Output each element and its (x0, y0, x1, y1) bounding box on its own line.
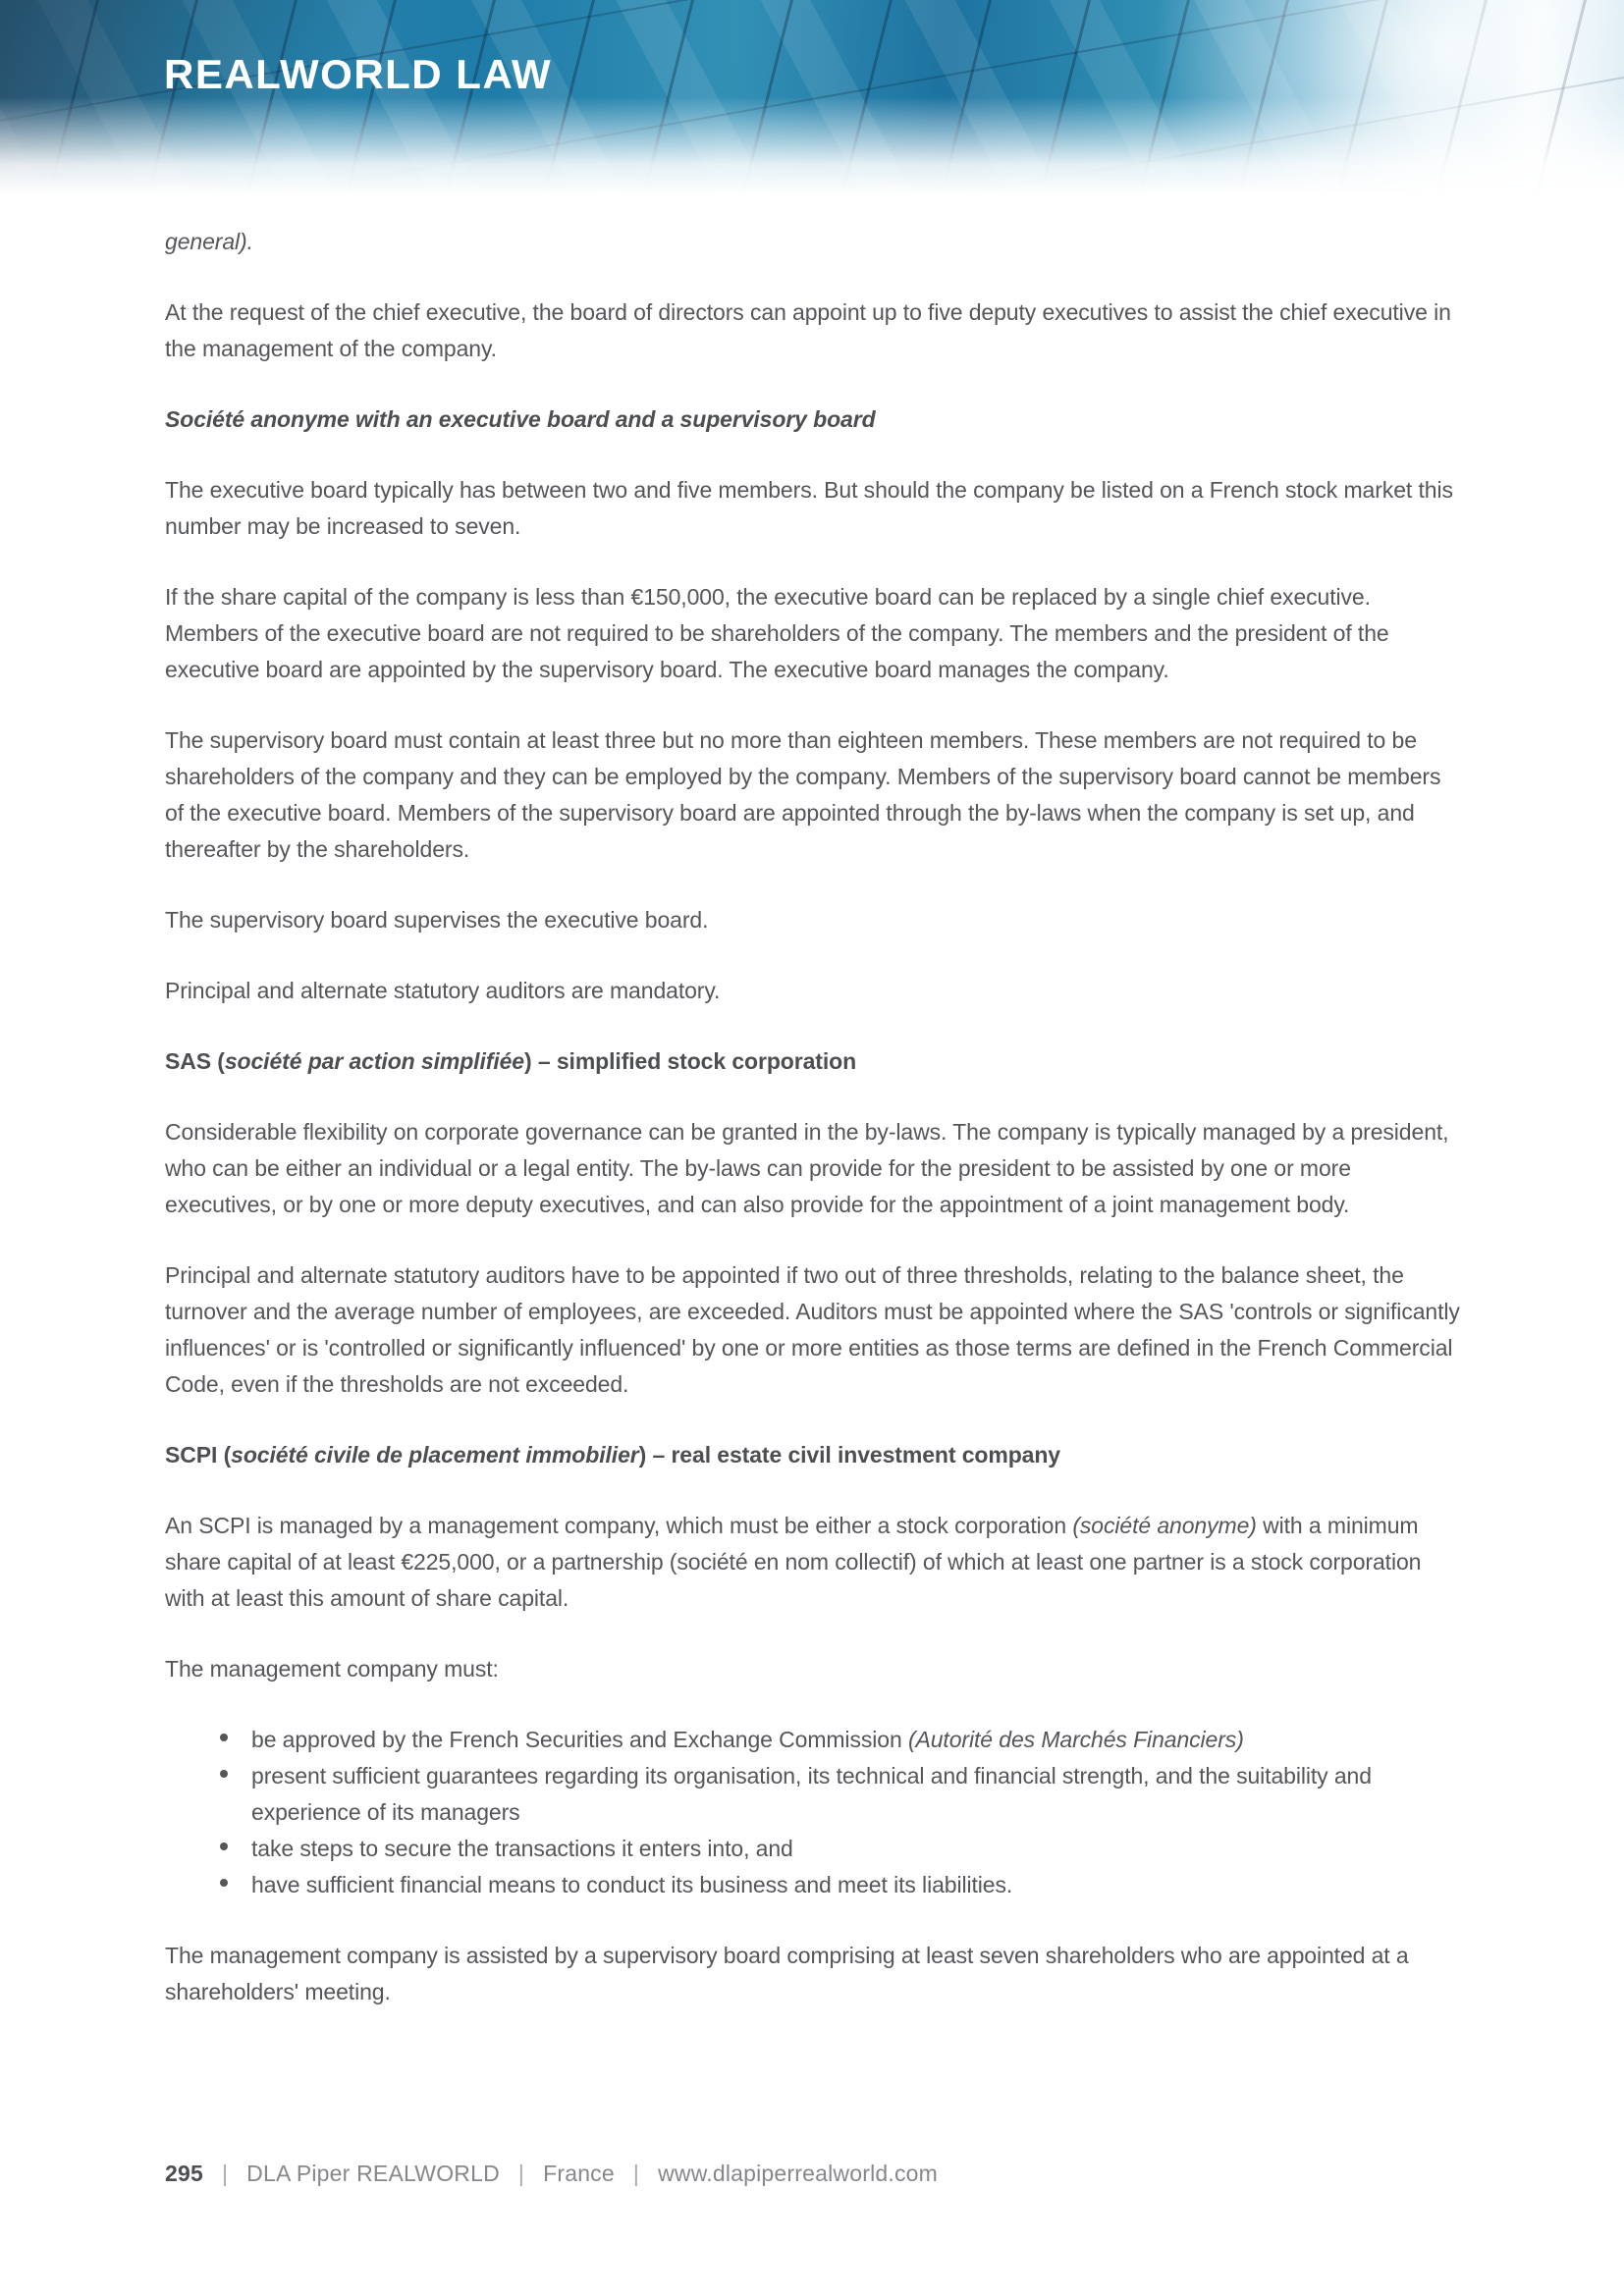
footer (165, 2161, 938, 2187)
paragraph-scpi-managed-post: with a minimum share capital of at least €225,000, or a partnership (société en nom collectif) of which at least one partner is a stock corporation with at least this amount of share capital. (165, 1513, 1422, 1611)
heading-societe-anonyme-boards: Société anonyme with an executive board and a supervisory board (165, 406, 876, 432)
heading-sas (165, 1043, 1465, 1080)
footer-separator: | (221, 2161, 229, 2186)
paragraph-supervises: The supervisory board supervises the executive board. (165, 907, 709, 933)
paragraph-scpi-managed-italic: (société anonyme) (1072, 1513, 1257, 1538)
paragraph-supervisory-board: The supervisory board must contain at least three but no more than eighteen members. These members are not required to be shareholders of the company and they can be employed by the company. Members of the supervisory board cannot be members of the executive board. Members of the supervisory board are appointed through the by-laws when the company is set up, and thereafter by the shareholders. (165, 727, 1441, 862)
heading-sas-french: société par action simplifiée (224, 1048, 524, 1074)
paragraph-sas-flexibility: Considerable flexibility on corporate governance can be granted in the by-laws. The company is typically managed by a president, who can be either an individual or a legal entity. The by-laws can provide for the president to be assisted by one or more executives, or by one or more deputy executives, and can also provide for the appointment of a joint management body. (165, 1119, 1449, 1217)
paragraph-sas-auditors: Principal and alternate statutory auditors have to be appointed if two out of three thresholds, relating to the balance sheet, the turnover and the average number of employees, are exceeded. Auditors must be appointed where the SAS 'controls or significantly influences' or is 'controlled or significantly influenced' by one or more entities as those terms are defined in the French Commercial Code, even if the thresholds are not exceeded. (165, 1262, 1460, 1397)
paragraph-deputy-executives: At the request of the chief executive, the board of directors can appoint up to five deputy executives to assist the chief executive in the management of the company. (165, 299, 1451, 361)
list-item-approved-amf-text: be approved by the French Securities and Exchange Commission (251, 1727, 908, 1752)
paragraph-scpi-managed-pre: An SCPI is managed by a management company, which must be either a stock corporation (165, 1513, 1073, 1538)
heading-sas-pre: SAS ( (165, 1048, 225, 1074)
list-item-financial-means (165, 1867, 1465, 1903)
footer-brand: DLA Piper REALWORLD (246, 2161, 500, 2186)
heading-scpi-french: société civile de placement immobilier (231, 1442, 639, 1468)
paragraph-management-assisted: The management company is assisted by a supervisory board comprising at least seven shareholders who are appointed at a shareholders' meeting. (165, 1943, 1409, 2004)
heading-scpi (165, 1437, 1465, 1473)
footer-country: France (543, 2161, 615, 2186)
document-body (165, 224, 1465, 2045)
header-banner-glass-building (0, 0, 1624, 201)
paragraph-executive-board-size: The executive board typically has between two and five members. But should the company be listed on a French stock market this number may be increased to seven. (165, 477, 1453, 539)
list-item-financial-means-text: have sufficient financial means to conduct its business and meet its liabilities. (251, 1872, 1013, 1897)
footer-separator: | (517, 2161, 525, 2186)
list-item-guarantees (165, 1758, 1465, 1831)
heading-scpi-pre: SCPI ( (165, 1442, 232, 1468)
heading-sas-post: ) – simplified stock corporation (524, 1048, 857, 1074)
paragraph-auditors-mandatory: Principal and alternate statutory auditors are mandatory. (165, 978, 721, 1003)
paragraph-intro-fragment: general). (165, 229, 253, 254)
page-number: 295 (165, 2161, 203, 2186)
list-item-secure-transactions (165, 1831, 1465, 1867)
list-item-approved-amf (165, 1722, 1465, 1758)
footer-website-link[interactable]: www.dlapiperrealworld.com (658, 2161, 939, 2186)
paragraph-share-capital: If the share capital of the company is less than €150,000, the executive board can be replaced by a single chief executive. Members of the executive board are not required to be shareholders of the company. The members and the president of the executive board are appointed by the supervisory board. The executive board manages the company. (165, 584, 1389, 682)
list-item-secure-transactions-text: take steps to secure the transactions it enters into, and (251, 1836, 793, 1861)
paragraph-management-must: The management company must: (165, 1656, 499, 1682)
bullet-list-management-requirements (165, 1722, 1465, 1903)
list-item-guarantees-text: present sufficient guarantees regarding its organisation, its technical and financial strength, and the suitability and experience of its managers (251, 1763, 1372, 1825)
paragraph-scpi-managed (165, 1508, 1465, 1617)
footer-separator: | (632, 2161, 640, 2186)
list-item-approved-amf-italic: (Autorité des Marchés Financiers) (907, 1727, 1244, 1752)
heading-scpi-post: ) – real estate civil investment company (638, 1442, 1060, 1468)
page-title: REALWORLD LAW (164, 51, 553, 97)
